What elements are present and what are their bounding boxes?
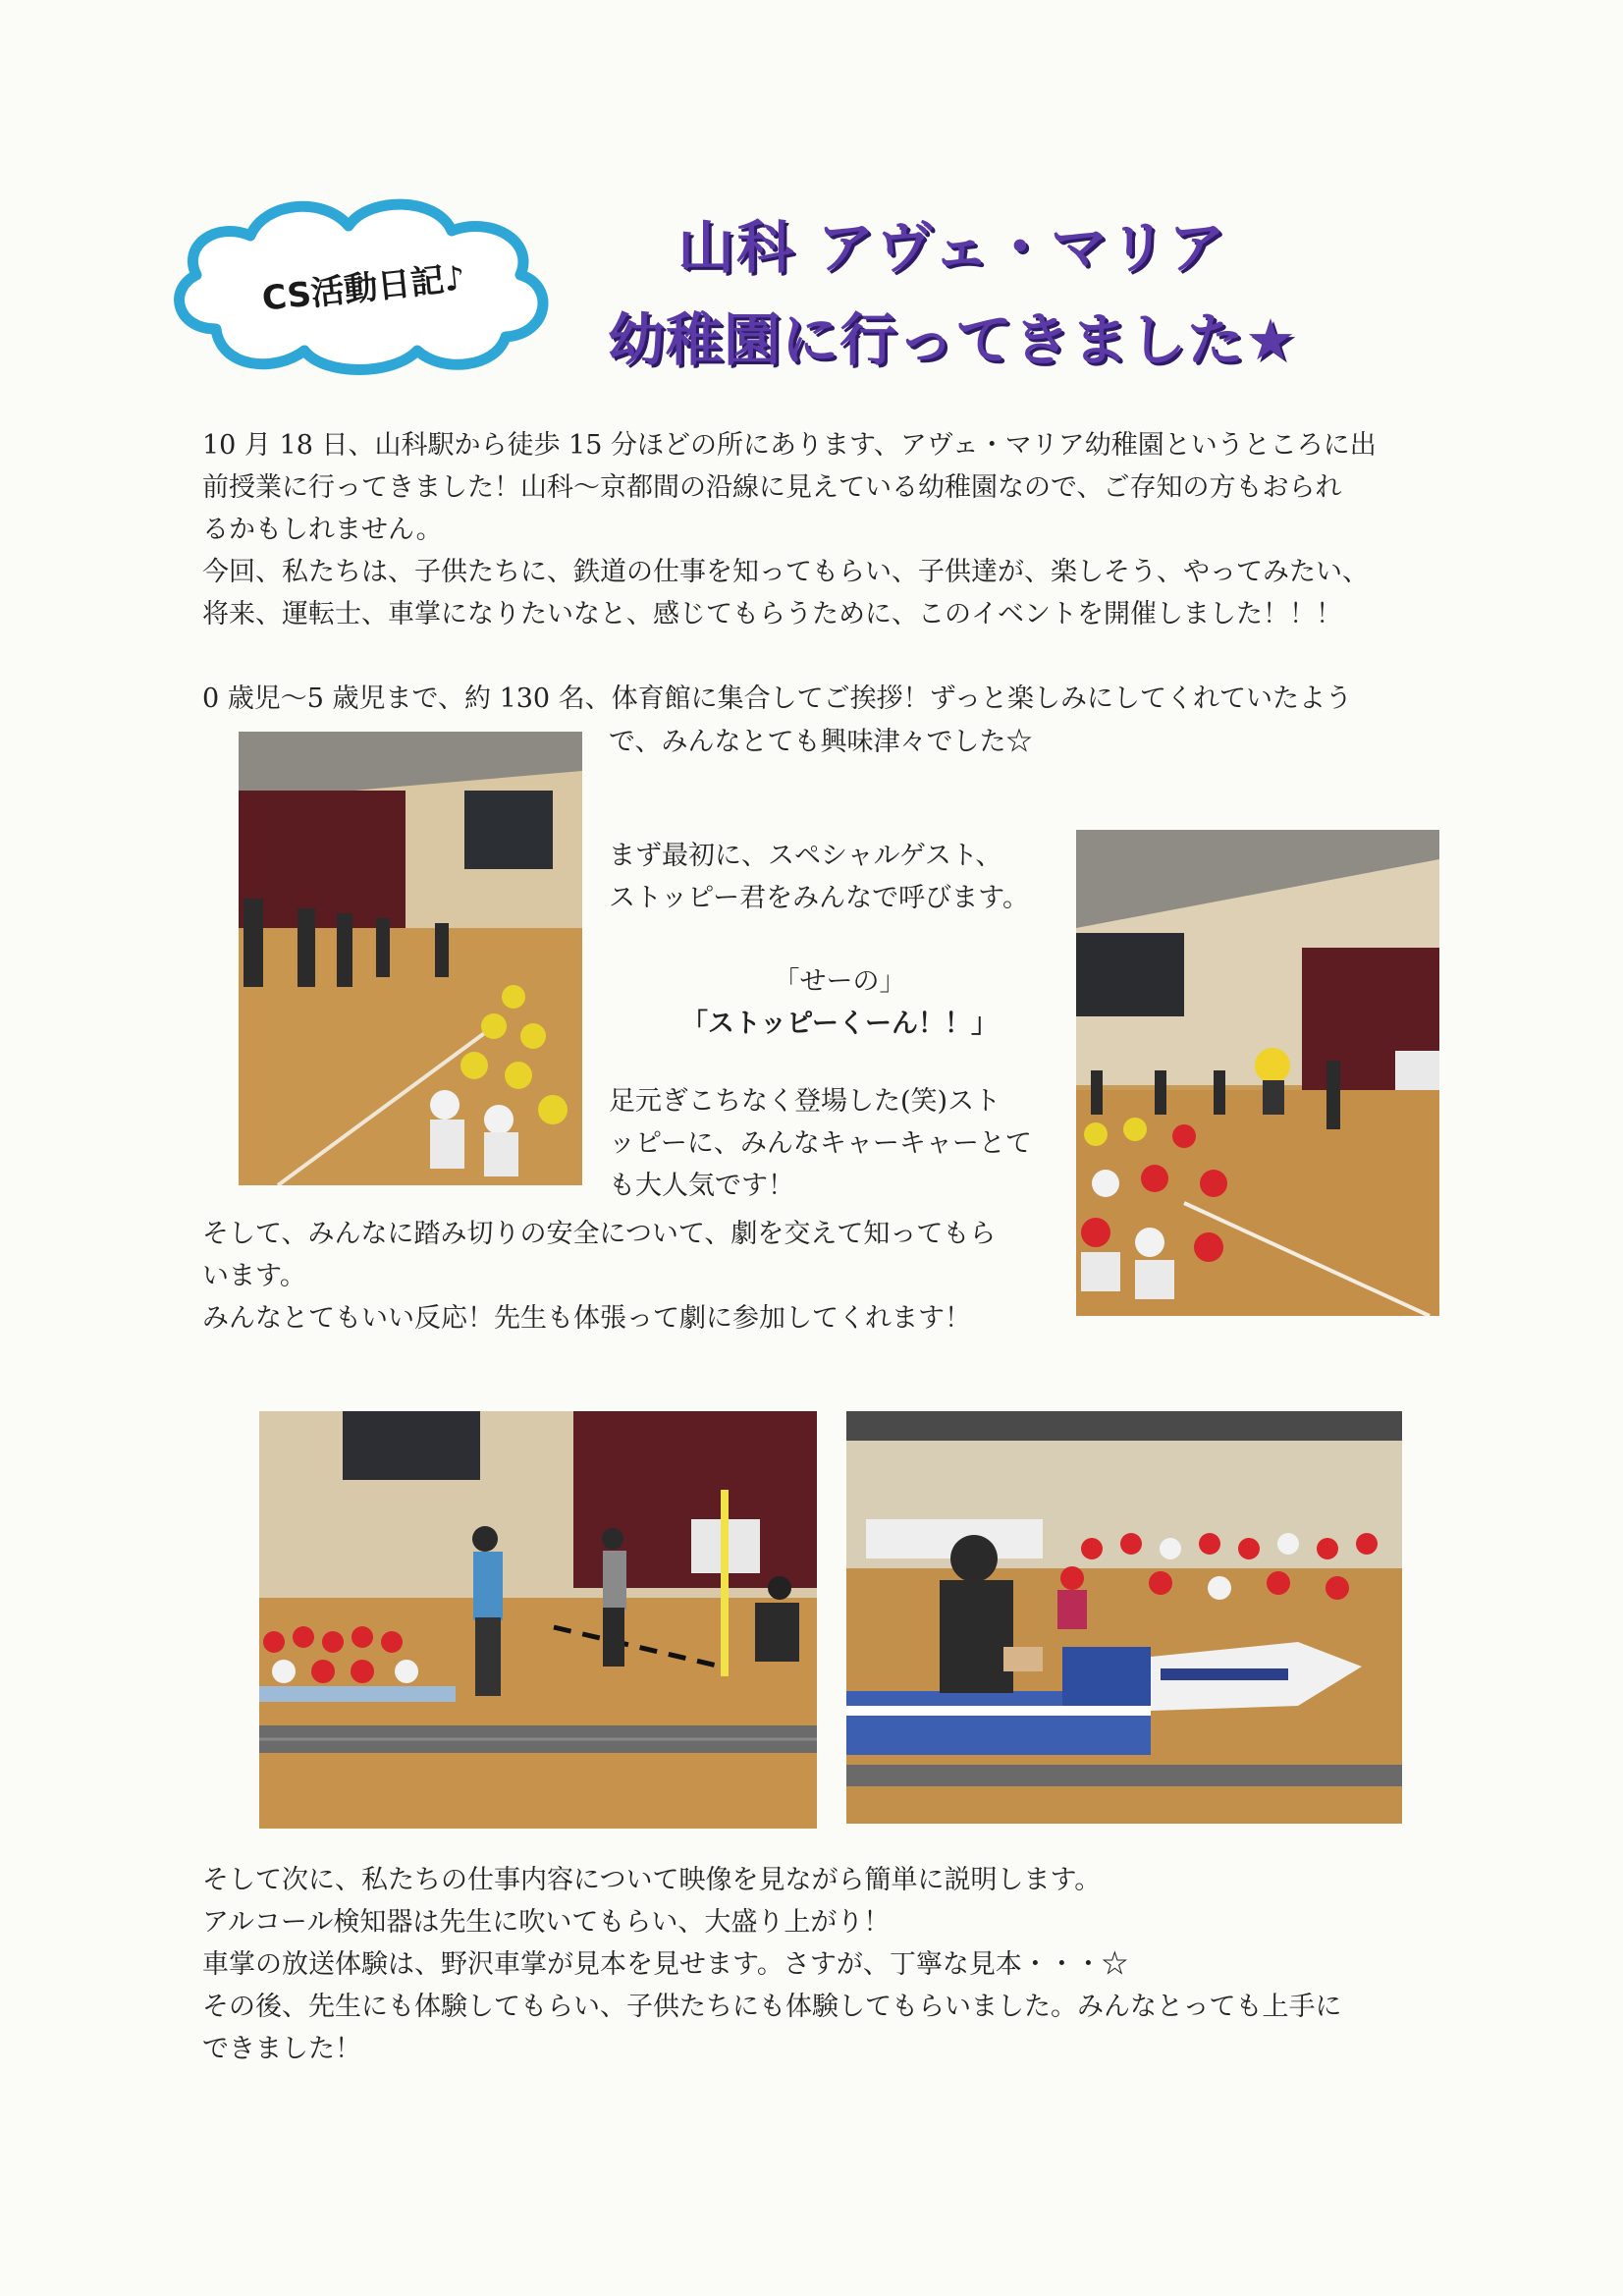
page-title xyxy=(589,201,1316,376)
intro-line: 今回、私たちは、子供たちに、鉄道の仕事を知ってもらい、子供達が、楽しそう、やってみたい、 xyxy=(202,557,1369,587)
guest-appear-line: ッピーに、みんなキャーキャーとて xyxy=(609,1128,1032,1159)
closing-line: できました！ xyxy=(202,2034,361,2064)
gathering-line-1 xyxy=(202,678,1449,720)
closing-paragraph xyxy=(202,1859,1459,2070)
call-text: 「ストッピーくーん！！」 xyxy=(680,1009,999,1039)
closing-line: 車掌の放送体験は、野沢車掌が見本を見せます。さすが、丁寧な見本・・・☆ xyxy=(202,1949,1128,1980)
safety-line: みんなとてもいい反応！先生も体張って劇に参加してくれます！ xyxy=(202,1303,971,1334)
title-line-2: 幼稚園に行ってきました★ xyxy=(608,306,1297,373)
photo-gym-greeting xyxy=(239,732,582,1185)
intro-line: るかもしれません。 xyxy=(202,515,443,545)
gathering-text: で、みんなとても興味津々でした☆ xyxy=(609,727,1033,757)
call-text: 「せーの」 xyxy=(773,966,906,997)
photo-crossing-play xyxy=(259,1411,817,1829)
guest-appear-line: 足元ぎこちなく登場した(笑)スト xyxy=(609,1086,1001,1117)
intro-paragraph xyxy=(202,424,1449,635)
safety-paragraph xyxy=(202,1213,1066,1339)
intro-line: 10 月 18 日、山科駅から徒歩 15 分ほどの所にあります、アヴェ・マリア幼稚園というところに出 xyxy=(202,430,1377,461)
gathering-line-2 xyxy=(609,721,1100,763)
safety-line: そして、みんなに踏み切りの安全について、劇を交えて知ってもら xyxy=(202,1219,997,1249)
badge-label: CS活動日記♪ xyxy=(259,257,467,319)
guest-appear xyxy=(609,1080,1070,1207)
guest-intro xyxy=(609,835,1070,919)
guest-intro-line: ストッピー君をみんなで呼びます。 xyxy=(609,883,1029,913)
intro-line: 前授業に行ってきました！山科～京都間の沿線に見えている幼稚園なので、ご存知の方もおられ xyxy=(202,472,1342,503)
guest-intro-line: まず最初に、スペシャルゲスト、 xyxy=(609,841,1002,871)
closing-line: そして次に、私たちの仕事内容について映像を見ながら簡単に説明します。 xyxy=(202,1865,1102,1895)
activity-diary-badge xyxy=(157,182,569,388)
safety-line: います。 xyxy=(202,1261,306,1291)
gathering-text: 0 歳児～5 歳児まで、約 130 名、体育館に集合してご挨拶！ずっと楽しみにしてくれていたよう xyxy=(202,683,1353,714)
call-stoppy xyxy=(609,1003,1070,1045)
call-seeno xyxy=(609,960,1070,1003)
photo-mini-train xyxy=(846,1411,1402,1824)
title-line-1: 山科 アヴェ・マリア xyxy=(677,214,1227,281)
guest-appear-line: も大人気です！ xyxy=(609,1171,794,1201)
closing-line: アルコール検知器は先生に吹いてもらい、大盛り上がり！ xyxy=(202,1907,891,1938)
photo-stoppy-appearance xyxy=(1076,830,1439,1316)
intro-line: 将来、運転士、車掌になりたいなと、感じてもらうために、このイベントを開催しました！！！ xyxy=(202,599,1342,629)
closing-line: その後、先生にも体験してもらい、子供たちにも体験してもらいました。みんなとっても上手に xyxy=(202,1992,1342,2022)
